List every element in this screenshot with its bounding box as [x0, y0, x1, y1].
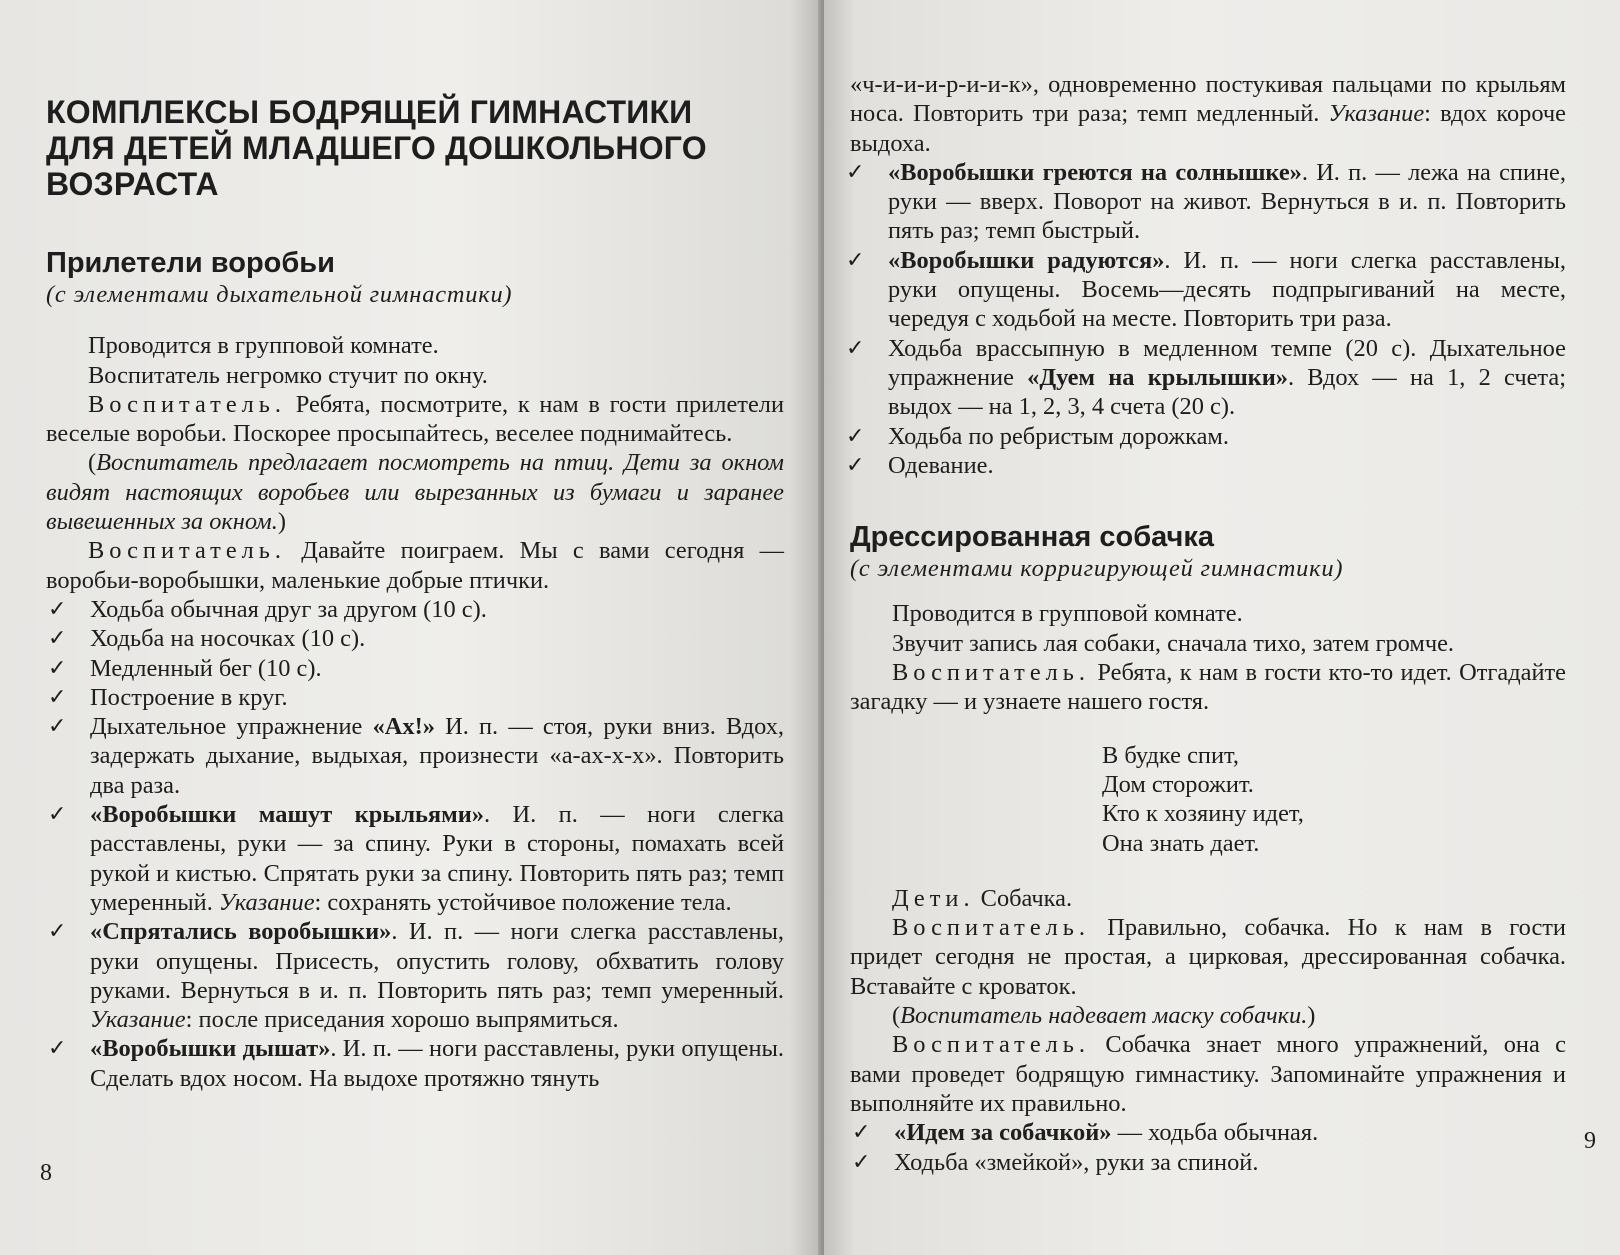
list-item	[46, 800, 784, 917]
paragraph	[46, 390, 784, 449]
item-text: . И. п. — ноги слегка расставлены, руки — за спину. Руки в стороны, помахать всей рукой и кистью. Спрятать руки за спину. Повторить пять раз; темп умеренный.	[90, 801, 784, 916]
exercise-name: «Дуем на крылышки»	[1027, 363, 1288, 391]
paren-open: (	[892, 1002, 901, 1030]
item-text: Ходьба на носочках (10 с).	[90, 625, 366, 653]
left-column	[46, 94, 784, 1093]
speech-text: Собачка знает много упражнений, она с вами проведет бодрящую гимнастику. Запоминайте упражнения и выполняйте их правильно.	[850, 1031, 1566, 1117]
checkmark-icon: ✓	[48, 655, 67, 681]
note-label: Указание	[90, 1006, 186, 1034]
paragraph	[850, 884, 1566, 913]
paragraph: Проводится в групповой комнате.	[892, 600, 1243, 628]
checkmark-icon: ✓	[48, 714, 67, 740]
speech-text: Ребята, к нам в гости кто-то идет. Отгадайте загадку — и узнаете нашего гостя.	[850, 659, 1566, 716]
speaker-label: Воспитатель.	[892, 914, 1091, 942]
stage-direction-text: Воспитатель предлагает посмотреть на птиц. Дети за окном видят настоящих воробьев или вырезанных из бумаги и заранее вывешенных за окном.	[46, 449, 784, 536]
exercise-name: «Воробышки греются на солнышке»	[888, 158, 1302, 186]
list-item	[46, 917, 784, 1034]
checkmark-icon: ✓	[48, 802, 67, 828]
speech-text: Ребята, посмотрите, к нам в гости прилетели веселые воробьи. Поскорее просыпайтесь, веселее поднимайтесь.	[46, 390, 784, 448]
item-text: Ходьба обычная друг за другом (10 с).	[90, 595, 487, 623]
checkmark-icon: ✓	[48, 1036, 67, 1062]
paragraph	[850, 1030, 1566, 1118]
paren-close: )	[277, 508, 286, 536]
item-text: . И. п. — ноги расставлены, руки опущены. Сделать вдох носом. На выдохе протяжно тянуть	[90, 1035, 784, 1092]
exercise-list	[850, 1118, 1566, 1177]
exercise-name: «Ах!»	[372, 713, 435, 741]
checkmark-icon: ✓	[48, 626, 67, 652]
checkmark-icon: ✓	[846, 247, 865, 273]
list-item	[46, 683, 784, 712]
poem-line: Кто к хозяину идет,	[1102, 800, 1304, 828]
item-text: : вдох короче выдоха.	[850, 100, 1566, 157]
exercise-name: «Воробышки машут крыльями»	[90, 801, 484, 829]
speech-text: Правильно, собачка. Но к нам в гости придет сегодня не простая, а цирковая, дрессированная собачка. Вставайте с кроваток.	[850, 914, 1566, 1000]
heading-line-1: КОМПЛЕКСЫ БОДРЯЩЕЙ ГИМНАСТИКИ	[46, 94, 693, 130]
speaker-label: Воспитатель.	[892, 1031, 1091, 1059]
list-item	[46, 595, 784, 624]
paragraph	[850, 913, 1566, 1001]
paragraph: Воспитатель негромко стучит по окну.	[88, 361, 488, 389]
list-item	[846, 451, 1566, 480]
speaker-label: Дети.	[892, 884, 975, 912]
poem-line: В будке спит,	[1102, 741, 1239, 769]
item-text: . Вдох — на 1, 2 счета; выдох — на 1, 2, 3, 4 счета (20 с).	[888, 363, 1566, 421]
chapter-heading	[46, 94, 784, 202]
exercise-name: «Воробышки радуются»	[888, 246, 1165, 274]
heading-line-3: ВОЗРАСТА	[46, 166, 219, 202]
item-text: И. п. — стоя, руки вниз. Вдох, задержать дыхание, выдыхая, произнести «а-ах-х-х». Повторить два раза.	[90, 713, 784, 799]
section-title: Дрессированная собачка	[850, 521, 1214, 554]
item-text: . И. п. — лежа на спине, руки — вверх. Поворот на живот. Вернуться в и. п. Повторить пять раз; темп быстрый.	[888, 158, 1566, 245]
checkmark-icon: ✓	[846, 159, 865, 185]
list-item	[46, 712, 784, 800]
checkmark-icon: ✓	[852, 1149, 871, 1175]
page-number: 9	[1584, 1128, 1596, 1154]
heading-line-2: ДЛЯ ДЕТЕЙ МЛАДШЕГО ДОШКОЛЬНОГО	[46, 130, 707, 166]
list-item	[850, 1118, 1566, 1147]
item-text: Ходьба по ребристым дорожкам.	[888, 422, 1229, 450]
page-number: 8	[40, 1160, 52, 1186]
right-page	[824, 0, 1620, 1255]
paren-close: )	[1307, 1002, 1316, 1030]
list-item	[846, 422, 1566, 451]
checkmark-icon: ✓	[48, 596, 67, 622]
stage-direction	[46, 448, 784, 536]
note-label: Указание	[218, 888, 315, 916]
paren-open: (	[88, 449, 97, 477]
speaker-label: Воспитатель.	[88, 390, 287, 418]
section-title: Прилетели воробьи	[46, 247, 335, 279]
riddle-poem	[1102, 741, 1566, 858]
exercise-list	[846, 158, 1567, 480]
paragraph	[46, 536, 784, 595]
item-text: . И. п. — ноги слегка расставлены, руки опущены. Восемь—десять подпрыгиваний на месте, чередуя с ходьбой на месте. Повторить три раза.	[888, 246, 1567, 333]
list-item	[46, 1034, 784, 1093]
paragraph-continued	[850, 70, 1566, 158]
poem-line: Она знать дает.	[1102, 829, 1260, 857]
list-item	[846, 158, 1566, 246]
exercise-name: «Идем за собачкой»	[894, 1119, 1112, 1147]
paragraph	[850, 658, 1566, 717]
stage-direction-text: Воспитатель надевает маску собачки.	[900, 1002, 1308, 1030]
item-text: Ходьба «змейкой», руки за спиной.	[894, 1148, 1259, 1176]
list-item	[46, 654, 784, 683]
item-text: Одевание.	[888, 451, 994, 479]
checkmark-icon: ✓	[48, 919, 67, 945]
list-item	[850, 1148, 1566, 1177]
item-text: Дыхательное упражнение	[90, 713, 373, 741]
list-item	[846, 334, 1566, 422]
speaker-label: Воспитатель.	[892, 659, 1091, 687]
exercise-list	[46, 595, 784, 1093]
checkmark-icon: ✓	[846, 423, 865, 449]
exercise-name: «Спрятались воробышки»	[90, 918, 392, 946]
item-text: . И. п. — ноги слегка расставлены, руки опущены. Присесть, опустить голову, обхватить голову руками. Вернуться в и. п. Повторить пять раз; темп умеренный.	[90, 918, 785, 1004]
checkmark-icon: ✓	[48, 684, 67, 710]
item-text: — ходьба обычная.	[1111, 1119, 1319, 1147]
item-text: : сохранять устойчивое положение тела.	[314, 888, 732, 916]
paragraph: Звучит запись лая собаки, сначала тихо, затем громче.	[892, 629, 1455, 657]
checkmark-icon: ✓	[846, 335, 865, 361]
exercise-name: «Воробышки дышат»	[90, 1035, 331, 1063]
list-item	[846, 246, 1567, 334]
speaker-label: Воспитатель.	[88, 537, 287, 565]
list-item	[46, 624, 784, 653]
right-column	[846, 70, 1567, 1177]
stage-direction	[850, 1001, 1566, 1030]
item-text: «ч-и-и-и-р-и-и-к», одновременно постукивая пальцами по крыльям носа. Повторить три раза; темп медленный.	[850, 71, 1566, 128]
speech-text: Собачка.	[974, 884, 1073, 912]
paragraph: Проводится в групповой комнате.	[88, 332, 439, 360]
section-subtitle: (с элементами дыхательной гимнастики)	[46, 281, 513, 308]
checkmark-icon: ✓	[852, 1120, 871, 1146]
section-subtitle: (с элементами корригирующей гимнастики)	[850, 555, 1344, 583]
note-label: Указание	[1328, 100, 1425, 128]
item-text: Ходьба врассыпную в медленном темпе (20 с). Дыхательное упражнение	[888, 334, 1566, 391]
item-text: Медленный бег (10 с).	[90, 654, 322, 682]
checkmark-icon: ✓	[846, 452, 865, 478]
speech-text: Давайте поиграем. Мы с вами сегодня — воробьи-воробышки, маленькие добрые птички.	[46, 537, 784, 594]
item-text: Построение в круг.	[90, 683, 288, 711]
item-text: : после приседания хорошо выпрямиться.	[185, 1006, 619, 1034]
poem-line: Дом сторожит.	[1102, 770, 1254, 798]
